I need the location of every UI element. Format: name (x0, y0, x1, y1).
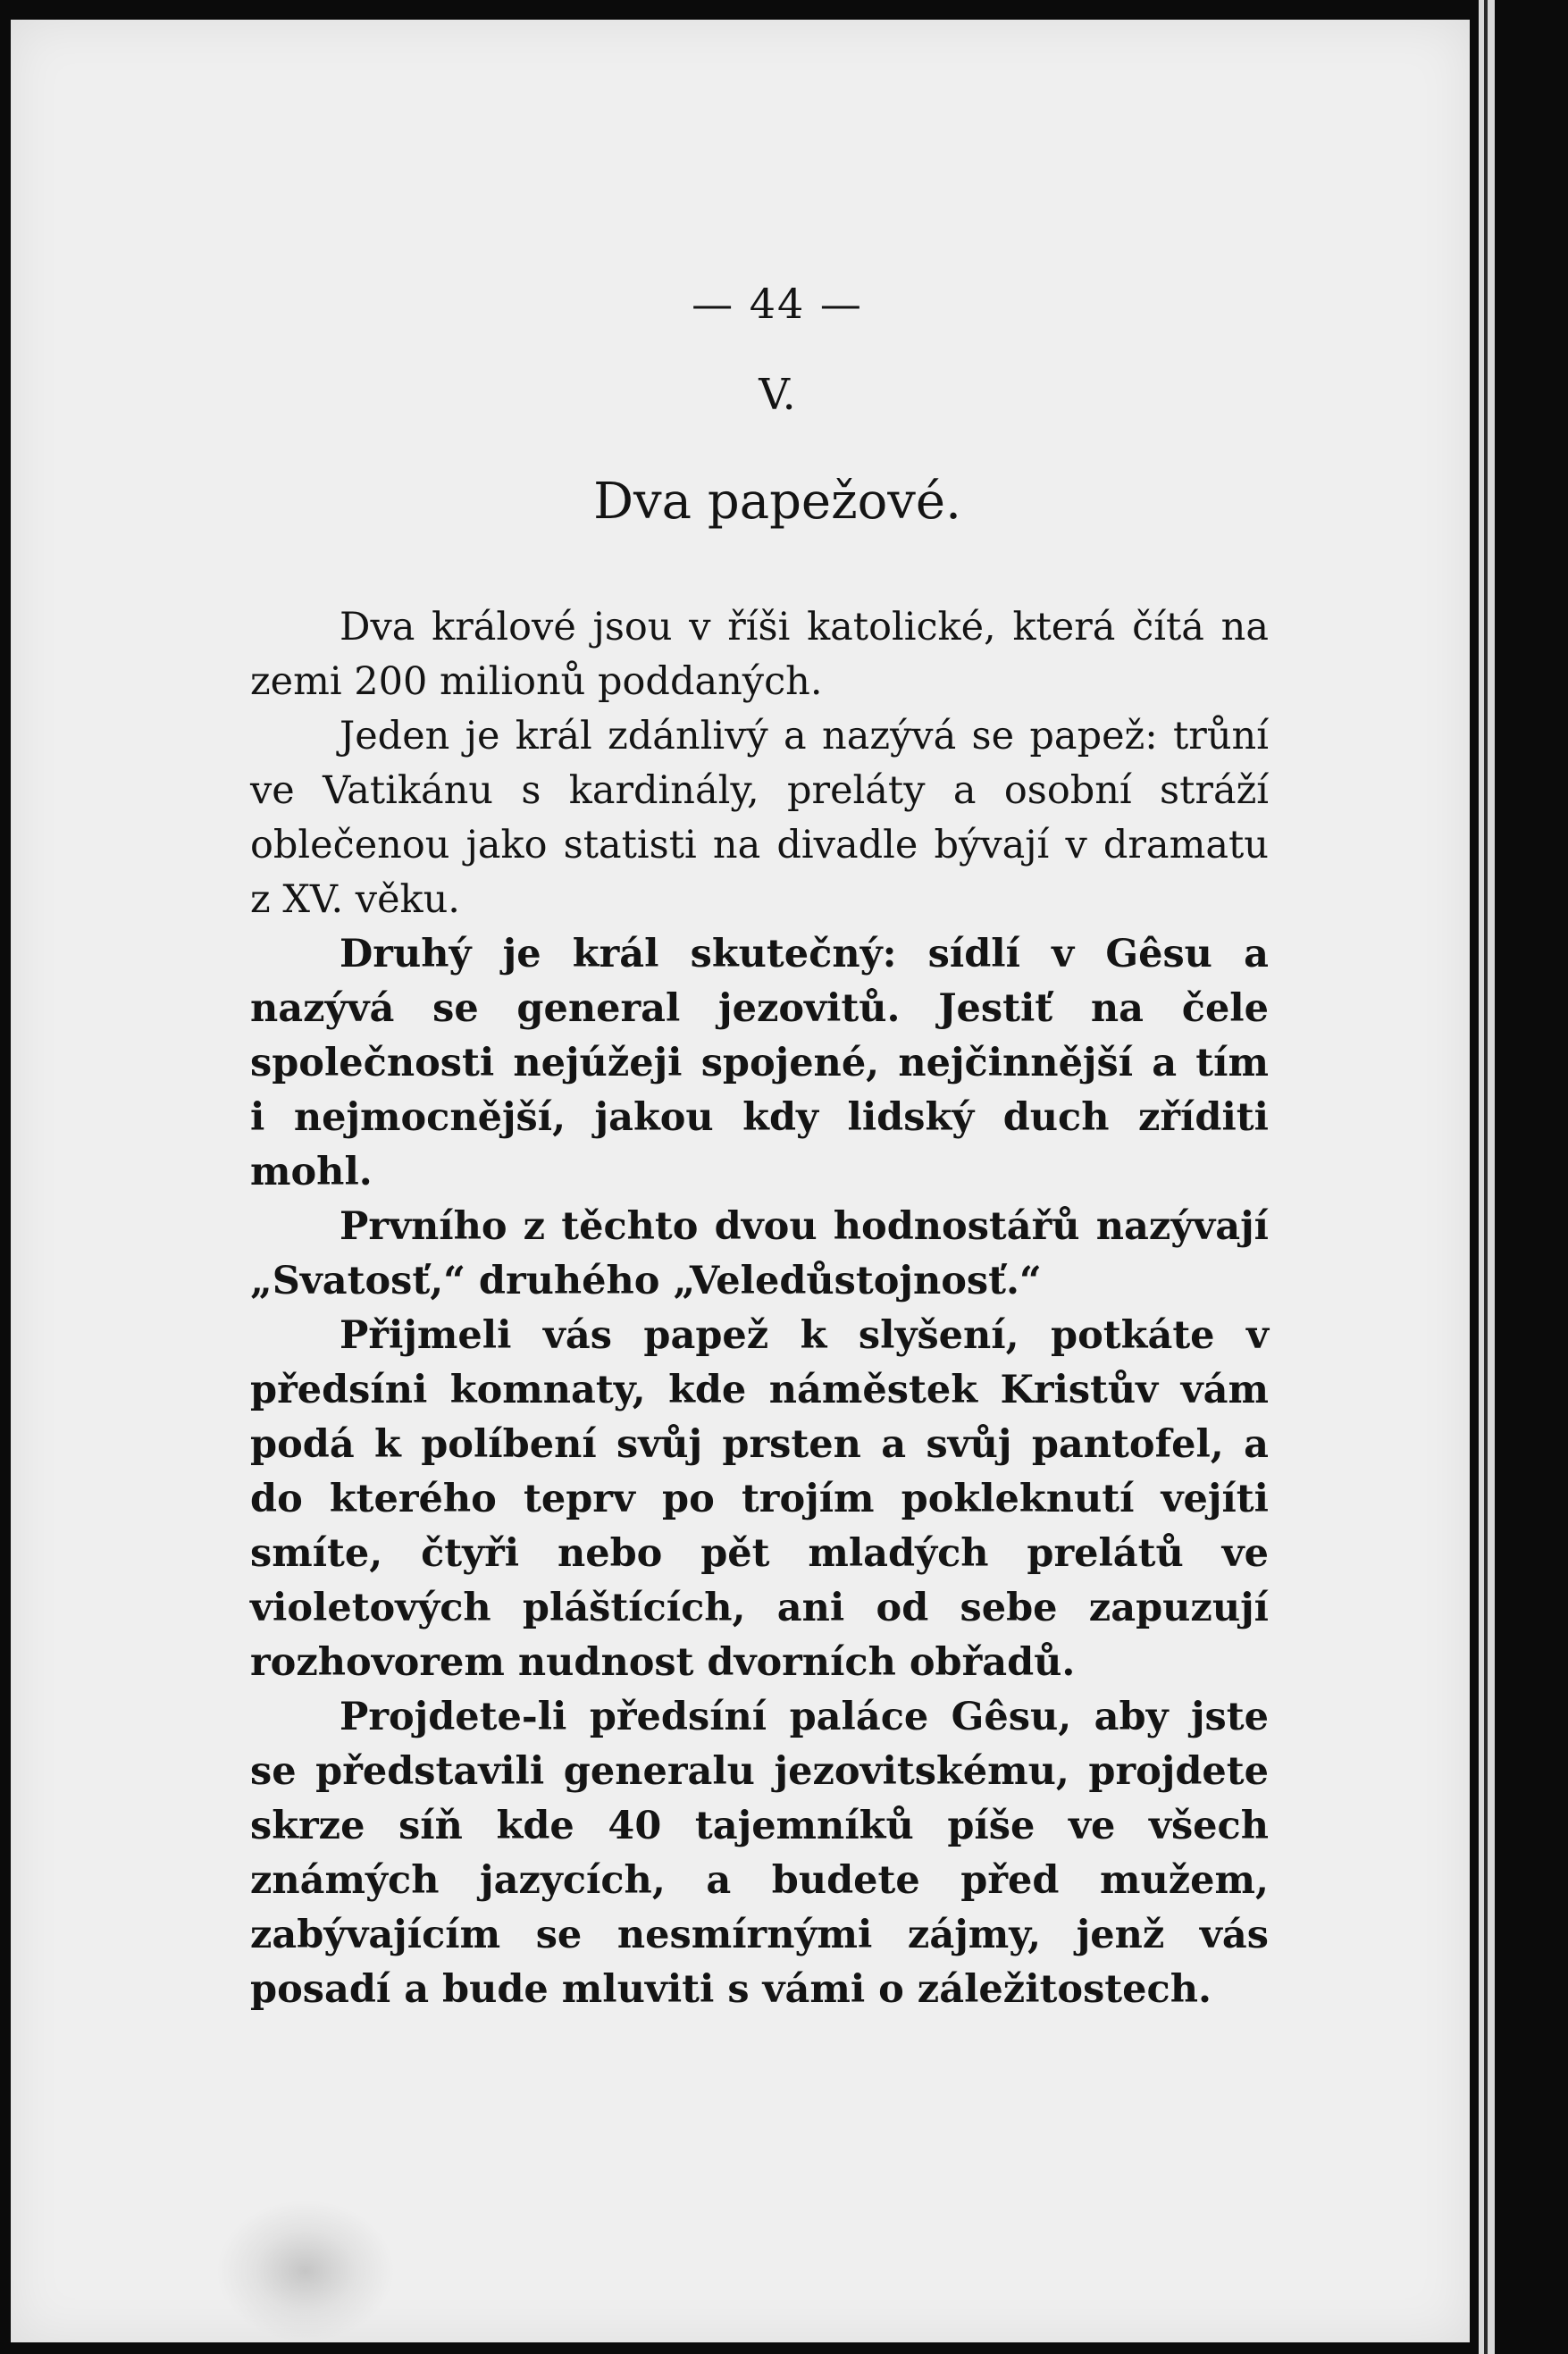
chapter-title: Dva papežové. (593, 473, 961, 531)
chapter-number: V. (759, 370, 796, 420)
binding-line (1484, 0, 1488, 2354)
paragraph-3: Druhý je král skutečný: sídlí v Gêsu a nazývá se general jezovitů. Jestiť na čele společnosti nejúžeji spojené, nejčinnější a tím i nejmocnější, jakou kdy lidský duch zříditi mohl. (250, 932, 1269, 1194)
paragraph-5: Přijmeli vás papež k slyšení, potkáte v předsíni komnaty, kde náměstek Kristův vám podá k políbení svůj prsten a svůj pantofel, a do kterého teprv po trojím pokleknutí vejíti smíte, čtyři nebo pět mladých prelátů ve violetových pláštících, ani od sebe zapuzují rozhovorem nudnost dvorních obřadů. (250, 1313, 1269, 1685)
paragraph-2: Jeden je král zdánlivý a nazývá se papež: trůní ve Vatikánu s kardinály, preláty a osobní stráží oblečenou jako statisti na divadle bývají v dramatu z XV. věku. (250, 714, 1269, 922)
paragraph-6: Projdete-li předsíní paláce Gêsu, aby jste se představili generalu jezovitskému, projdete skrze síň kde 40 tajemníků píše ve všech známých jazycích, a budete před mužem, zabývajícím se nesmírnými zájmy, jenž vás posadí a bude mluviti s vámi o záležitostech. (250, 1695, 1269, 2012)
page-number: — 44 — (692, 280, 863, 328)
paragraph-4: Prvního z těchto dvou hodnostářů nazývají „Svatosť,“ druhého „Veledůstojnosť.“ (250, 1204, 1269, 1303)
paragraph-1: Dva králové jsou v říši katolické, která čítá na zemi 200 milionů poddaných. (250, 605, 1269, 704)
paper-stain (216, 2199, 395, 2342)
text-block (250, 268, 1269, 2017)
